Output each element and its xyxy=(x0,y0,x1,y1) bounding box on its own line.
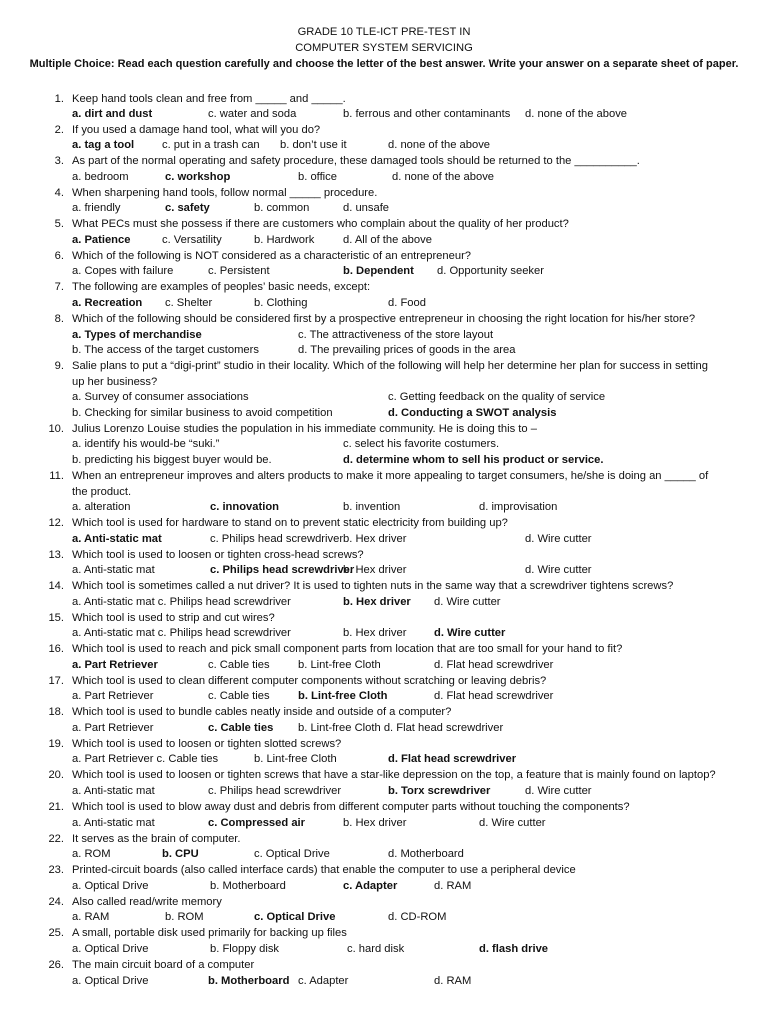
answer-choice-bold: a. Types of merchandise xyxy=(72,329,202,341)
question-number: 17. xyxy=(48,675,64,687)
answer-choice: b. ferrous and other contaminants xyxy=(343,108,511,120)
answer-choice-bold: c. Cable ties xyxy=(208,722,274,734)
answer-choice: a. Survey of consumer associations xyxy=(72,391,249,403)
answer-choice: d. none of the above xyxy=(392,171,495,183)
answer-choice-bold: c. safety xyxy=(165,202,210,214)
question-text: Which tool is used to blow away dust and debris from different computer parts without touching the components? xyxy=(72,801,630,813)
question-number: 25. xyxy=(48,927,64,939)
question-number: 6. xyxy=(54,250,64,262)
question-text: Which tool is used to loosen or tighten cross-head screws? xyxy=(72,549,364,561)
question-text: What PECs must she possess if there are customers who complain about the quality of her product? xyxy=(72,218,569,230)
answer-choice: b. Hex driver xyxy=(343,564,407,576)
question-text: Which tool is sometimes called a nut driver? It is used to tighten nuts in the same way that a screwdriver tightens screws? xyxy=(72,580,674,592)
answer-choice-bold: c. workshop xyxy=(165,171,231,183)
answer-choice: d. none of the above xyxy=(525,108,628,120)
question-number: 24. xyxy=(48,896,64,908)
question-number: 21. xyxy=(48,801,64,813)
question-number: 12. xyxy=(48,517,64,529)
question-number: 26. xyxy=(48,959,64,971)
answer-choice-bold: b. Lint-free Cloth xyxy=(298,690,388,702)
question-text: Which tool is used to loosen or tighten slotted screws? xyxy=(72,738,342,750)
answer-choice: c. Persistent xyxy=(208,265,270,277)
answer-choice: b. Clothing xyxy=(254,297,308,309)
question-number: 5. xyxy=(54,218,64,230)
answer-choice: c. Optical Drive xyxy=(254,848,330,860)
answer-choice-bold: c. Compressed air xyxy=(208,817,306,829)
answer-choice: c. Shelter xyxy=(165,297,213,309)
question-number: 15. xyxy=(48,612,64,624)
answer-choice: d. RAM xyxy=(434,975,472,987)
answer-choice: a. Optical Drive xyxy=(72,880,149,892)
question-number: 22. xyxy=(48,833,64,845)
answer-choice: a. friendly xyxy=(72,202,121,214)
question-number: 1. xyxy=(54,93,64,105)
answer-choice: d. Flat head screwdriver xyxy=(434,690,554,702)
answer-choice: a. Anti-static mat c. Philips head screwdriver xyxy=(72,627,291,639)
answer-choice-bold: d. determine whom to sell his product or service. xyxy=(343,454,604,466)
answer-choice: a. Copes with failure xyxy=(72,265,174,277)
question-number: 23. xyxy=(48,864,64,876)
answer-choice: d. Food xyxy=(388,297,426,309)
answer-choice: b. Lint-free Cloth xyxy=(298,659,381,671)
answer-choice: a. ROM xyxy=(72,848,111,860)
answer-choice-bold: d. flash drive xyxy=(479,943,549,955)
question-text: If you used a damage hand tool, what will you do? xyxy=(72,124,321,136)
answer-choice: b. Lint-free Cloth d. Flat head screwdriver xyxy=(298,722,504,734)
answer-choice: c. Philips head screwdriver xyxy=(208,785,342,797)
answer-choice: c. Adapter xyxy=(298,975,349,987)
question-text: A small, portable disk used primarily for backing up files xyxy=(72,927,347,939)
answer-choice: a. Optical Drive xyxy=(72,943,149,955)
question-text: the product. xyxy=(72,486,132,498)
question-text: It serves as the brain of computer. xyxy=(72,833,241,845)
test-title-line2: COMPUTER SYSTEM SERVICING xyxy=(295,42,473,54)
test-title-line1: GRADE 10 TLE-ICT PRE-TEST IN xyxy=(297,26,471,38)
answer-choice: b. The access of the target customers xyxy=(72,344,259,356)
answer-choice: d. Wire cutter xyxy=(525,564,592,576)
question-text: Which tool is used to loosen or tighten screws that have a star-like depression on the top, a feature that is mainly found on laptop? xyxy=(72,769,716,781)
answer-choice: b. predicting his biggest buyer would be. xyxy=(72,454,272,466)
answer-choice: d. All of the above xyxy=(343,234,432,246)
question-text: When sharpening hand tools, follow normal _____ procedure. xyxy=(72,187,378,199)
question-text: Which tool is used to strip and cut wires? xyxy=(72,612,275,624)
answer-choice: c. The attractiveness of the store layout xyxy=(298,329,494,341)
answer-choice-bold: a. Anti-static mat xyxy=(72,533,162,545)
answer-choice-bold: c. Optical Drive xyxy=(254,911,336,923)
answer-choice-bold: a. dirt and dust xyxy=(72,108,153,120)
answer-choice: d. Wire cutter xyxy=(525,533,592,545)
answer-choice-bold: b. Dependent xyxy=(343,265,414,277)
answer-choice-bold: b. Hex driver xyxy=(343,596,411,608)
answer-choice: a. RAM xyxy=(72,911,110,923)
question-text: Printed-circuit boards (also called interface cards) that enable the computer to use a peripheral device xyxy=(72,864,576,876)
answer-choice-bold: b. CPU xyxy=(162,848,199,860)
question-text: Which of the following is NOT considered as a characteristic of an entrepreneur? xyxy=(72,250,472,262)
question-number: 11. xyxy=(49,470,64,482)
answer-choice: c. select his favorite costumers. xyxy=(343,438,500,450)
answer-choice: d. RAM xyxy=(434,880,472,892)
answer-choice: b. Hex driver xyxy=(343,817,407,829)
answer-choice: a. Anti-static mat xyxy=(72,564,155,576)
answer-choice-bold: d. Flat head screwdriver xyxy=(388,753,517,765)
question-number: 19. xyxy=(48,738,64,750)
question-text: Which tool is used to clean different computer components without scratching or leaving debris? xyxy=(72,675,547,687)
answer-choice: c. Versatility xyxy=(162,234,222,246)
question-number: 10. xyxy=(48,423,64,435)
answer-choice: c. Cable ties xyxy=(208,659,270,671)
answer-choice-bold: c. innovation xyxy=(210,501,279,513)
question-text: The main circuit board of a computer xyxy=(72,959,255,971)
answer-choice: a. Part Retriever c. Cable ties xyxy=(72,753,219,765)
question-text: Salie plans to put a “digi-print” studio in their locality. Which of the following will help her determine her plan for success in setting xyxy=(72,360,708,372)
answer-choice-bold: a. Patience xyxy=(72,234,131,246)
question-text: up her business? xyxy=(72,376,158,388)
question-text: Keep hand tools clean and free from _____ and _____. xyxy=(72,93,346,105)
answer-choice-bold: a. Part Retriever xyxy=(72,659,158,671)
question-text: Also called read/write memory xyxy=(72,896,222,908)
answer-choice: b. Floppy disk xyxy=(210,943,280,955)
answer-choice: a. Part Retriever xyxy=(72,690,154,702)
answer-choice: c. water and soda xyxy=(208,108,297,120)
answer-choice: c. Getting feedback on the quality of service xyxy=(388,391,606,403)
answer-choice: c. hard disk xyxy=(347,943,405,955)
answer-choice: b. common xyxy=(254,202,310,214)
answer-choice: d. CD-ROM xyxy=(388,911,447,923)
question-text: Which tool is used to reach and pick small component parts from location that are too small for your hand to fit? xyxy=(72,643,623,655)
answer-choice: b. Hex driver xyxy=(343,533,407,545)
answer-choice: c. Cable ties xyxy=(208,690,270,702)
answer-choice: d. Wire cutter xyxy=(434,596,501,608)
question-number: 8. xyxy=(54,313,64,325)
instructions: Multiple Choice: Read each question carefully and choose the letter of the best answer. Write your answer on a separate sheet of paper. xyxy=(29,58,739,70)
answer-choice: b. ROM xyxy=(165,911,204,923)
answer-choice: b. Motherboard xyxy=(210,880,286,892)
question-number: 16. xyxy=(48,643,64,655)
question-number: 2. xyxy=(54,124,64,136)
question-text: When an entrepreneur improves and alters products to make it more appealing to target consumers, he/she is doing an _____ of xyxy=(72,470,709,482)
answer-choice: d. Motherboard xyxy=(388,848,464,860)
question-number: 3. xyxy=(54,155,64,167)
answer-choice: d. Opportunity seeker xyxy=(437,265,544,277)
answer-choice-bold: c. Adapter xyxy=(343,880,398,892)
answer-choice: b. Lint-free Cloth xyxy=(254,753,337,765)
answer-choice: d. Wire cutter xyxy=(525,785,592,797)
question-text: Which tool is used for hardware to stand on to prevent static electricity from building up? xyxy=(72,517,508,529)
answer-choice: d. Wire cutter xyxy=(479,817,546,829)
answer-choice: a. Optical Drive xyxy=(72,975,149,987)
answer-choice-bold: a. Recreation xyxy=(72,297,143,309)
question-text: As part of the normal operating and safety procedure, these damaged tools should be returned to the __________. xyxy=(72,155,640,167)
answer-choice: a. identify his would-be “suki.” xyxy=(72,438,220,450)
answer-choice: a. bedroom xyxy=(72,171,129,183)
answer-choice: b. Hex driver xyxy=(343,627,407,639)
question-number: 14. xyxy=(48,580,64,592)
answer-choice: d. Flat head screwdriver xyxy=(434,659,554,671)
answer-choice: d. improvisation xyxy=(479,501,558,513)
answer-choice: d. The prevailing prices of goods in the area xyxy=(298,344,516,356)
answer-choice-bold: a. tag a tool xyxy=(72,139,135,151)
question-number: 7. xyxy=(54,281,64,293)
question-text: Which tool is used to bundle cables neatly inside and outside of a computer? xyxy=(72,706,452,718)
answer-choice-bold: c. Philips head screwdriver xyxy=(210,564,355,576)
question-text: The following are examples of peoples’ basic needs, except: xyxy=(72,281,371,293)
answer-choice: a. Anti-static mat xyxy=(72,817,155,829)
answer-choice: a. Part Retriever xyxy=(72,722,154,734)
answer-choice: a. Anti-static mat xyxy=(72,785,155,797)
answer-choice: d. none of the above xyxy=(388,139,491,151)
question-number: 4. xyxy=(54,187,64,199)
answer-choice: a. Anti-static mat c. Philips head screwdriver xyxy=(72,596,291,608)
answer-choice-bold: d. Conducting a SWOT analysis xyxy=(388,407,557,419)
answer-choice: d. unsafe xyxy=(343,202,390,214)
answer-choice: b. office xyxy=(298,171,337,183)
question-number: 20. xyxy=(48,769,64,781)
answer-choice: b. invention xyxy=(343,501,401,513)
answer-choice: a. alteration xyxy=(72,501,131,513)
question-text: Julius Lorenzo Louise studies the population in his immediate community. He is doing this to – xyxy=(72,423,537,435)
answer-choice: c. put in a trash can xyxy=(162,139,260,151)
answer-choice-bold: d. Wire cutter xyxy=(434,627,506,639)
question-number: 13. xyxy=(48,549,64,561)
answer-choice-bold: b. Torx screwdriver xyxy=(388,785,491,797)
answer-choice: b. Checking for similar business to avoid competition xyxy=(72,407,333,419)
answer-choice-bold: b. Motherboard xyxy=(208,975,290,987)
answer-choice: b. Hardwork xyxy=(254,234,315,246)
question-number: 18. xyxy=(48,706,64,718)
answer-choice: b. don’t use it xyxy=(280,139,347,151)
question-text: Which of the following should be considered first by a prospective entrepreneur in choosing the right location for his/her store? xyxy=(72,313,696,325)
answer-choice: c. Philips head screwdriver xyxy=(210,533,344,545)
question-number: 9. xyxy=(54,360,64,372)
